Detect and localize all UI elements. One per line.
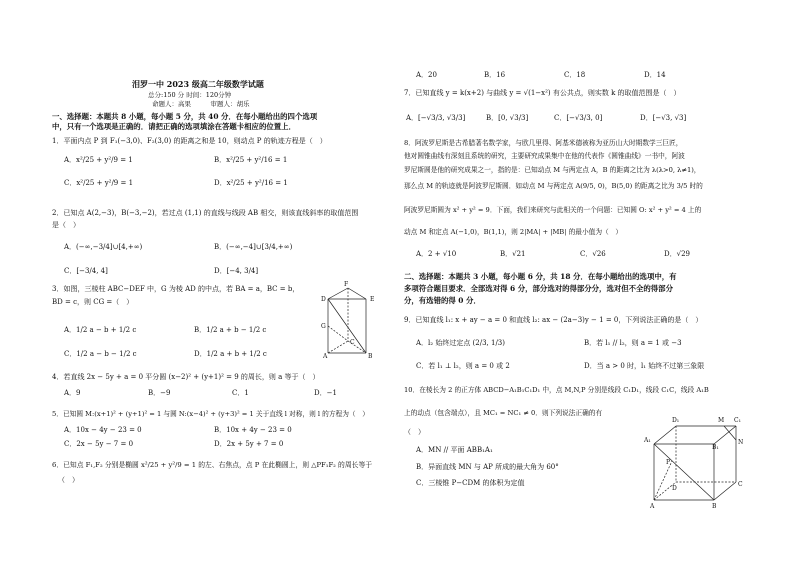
fig10-label-b1: B₁ — [712, 444, 719, 451]
q4-option-a: A．9 — [64, 389, 81, 397]
q10-line-1: 10．在棱长为 2 的正方体 ABCD−A₁B₁C₁D₁ 中，点 M,N,P 分别是线段 C₁D₁，线段 C₁C，线段 A₁B — [404, 386, 709, 394]
fig3-label-b: B — [368, 353, 373, 360]
q8-line-2: 他对圆锥曲线有深刻且系统的研究，主要研究成果集中在他的代表作《圆锥曲线》一书中，阿波 — [404, 152, 685, 160]
q3-stem-2: BD = c，则 CG =（ ） — [52, 298, 134, 306]
q4-option-d: D．−1 — [314, 389, 337, 397]
q7-option-c: C．[−√3/3, 0] — [554, 114, 603, 122]
q7-stem: 7．已知直线 y = k(x+2) 与曲线 y = √(1−x²) 有公共点，则实数 k 的取值范围是（ ） — [404, 89, 681, 97]
score-time: 总分:150 分 时间：120分钟 — [148, 91, 232, 99]
q9-option-a: A．l₂ 始终过定点 (2/3, 1/3) — [416, 339, 505, 347]
fig10-label-a: A — [650, 503, 655, 510]
q10-line-3: （ ） — [404, 428, 425, 436]
q7-option-b: B．[0, √3/3] — [486, 114, 529, 122]
q6-stem-2: （ ） — [58, 476, 79, 484]
q1-stem: 1．平面内点 P 到 F₁(−3,0)、F₂(3,0) 的距离之和是 10，则动点 P 的轨迹方程是（ ） — [52, 137, 327, 145]
fig3-label-f: F — [344, 281, 349, 288]
q9-option-d: D．当 a > 0 时，l₁ 始终不过第三象限 — [584, 362, 705, 370]
q10-option-a: A．MN // 平面 ABB₁A₁ — [416, 446, 493, 454]
q5-option-a: A．10x − 4y − 23 = 0 — [64, 426, 142, 434]
fig10-label-m: M — [718, 417, 725, 424]
q3-stem: 3．如图，三棱柱 ABC−DEF 中，G 为棱 AD 的中点，若 BA = a，BC = b， — [52, 285, 300, 293]
q4-stem: 4．若直线 2x − 5y + a = 0 平分圆 (x−2)² + (y+1)² = 9 的周长，则 a 等于（ ） — [52, 373, 320, 381]
q10-line-2: 上的动点（包含端点），且 MC₁ = NC₁ ≠ 0．则下列说法正确的有 — [404, 409, 603, 417]
q8-line-4: 那么点 M 的轨迹就是阿波罗尼斯圆．如动点 M 与两定点 A(9/5, 0)，B(5,0) 的距离之比为 3/5 时的 — [404, 182, 703, 190]
q3-option-c: C．1/2 a − b − 1/2 c — [64, 350, 137, 358]
q5-option-b: B．10x + 4y − 23 = 0 — [214, 426, 292, 434]
q1-option-a: A．x²/25 + y²/9 = 1 — [64, 156, 133, 164]
section2-heading-3: 分，有选错的得 0 分． — [404, 296, 481, 305]
q6-option-d: D．14 — [644, 71, 666, 79]
q2-option-c: C．[−3/4, 4] — [64, 267, 108, 275]
q1-option-b: B．x²/25 + y²/16 = 1 — [214, 156, 288, 164]
q8-option-a: A．2 + √10 — [416, 250, 457, 258]
q1-option-c: C．x²/25 + y²/9 = 1 — [64, 179, 134, 187]
q5-stem: 5．已知圆 M:(x+1)² + (y+1)² = 1 与圆 N:(x−4)² + (y+3)² = 1 关于直线 l 对称，则 l 的方程为（ ） — [52, 410, 369, 418]
q10-option-c: C．三棱锥 P−CDM 的体积为定值 — [416, 479, 525, 487]
prism-figure — [318, 283, 398, 361]
fig10-label-c1: C₁ — [734, 417, 741, 424]
q3-option-a: A．1/2 a − b + 1/2 c — [64, 326, 137, 334]
authors: 命题人：高果 审题人：胡乐 — [152, 100, 250, 108]
q6-option-b: B．16 — [484, 71, 506, 79]
q6-option-c: C．18 — [564, 71, 586, 79]
fig3-label-c: C — [350, 339, 355, 346]
fig10-label-d1: D₁ — [672, 417, 680, 424]
q7-option-d: D．[−√3, √3] — [640, 114, 687, 122]
q8-line-6: 动点 M 和定点 A(−1,0)，B(1,1)，则 2|MA| + |MB| 的最小值为（ ） — [404, 228, 623, 236]
q9-option-c: C．若 l₁ ⊥ l₂，则 a = 0 或 2 — [416, 362, 510, 370]
q8-line-5: 阿波罗尼斯圆为 x² + y² = 9．下面，我们来研究与此相关的一个问题：已知圆 O: x² + y² = 4 上的 — [404, 206, 702, 214]
q10-option-b: B．异面直线 MN 与 AP 所成的最大角为 60° — [416, 463, 559, 471]
q8-line-3: 罗尼斯圆是他的研究成果之一，指的是：已知动点 M 与两定点 A，B 的距离之比为 λ(λ>0, λ≠1)， — [404, 166, 701, 174]
fig3-label-e: E — [370, 296, 375, 303]
q3-option-b: B．1/2 a + b − 1/2 c — [194, 326, 267, 334]
q2-option-d: D．[−4, 3/4] — [214, 267, 259, 275]
q7-option-a: A．[−√3/3, √3/3] — [406, 114, 466, 122]
q8-option-b: B．√21 — [500, 250, 526, 258]
exam-title: 泪罗一中 2023 级高二年级数学试题 — [132, 79, 264, 89]
section1-heading: 一、选择题：本题共 8 小题，每小题 5 分，共 40 分．在每小题给出的四个选项 — [52, 112, 318, 121]
q5-option-c: C．2x − 5y − 7 = 0 — [64, 440, 134, 448]
fig3-label-a: A — [323, 353, 328, 360]
q2-stem-2: 是（ ） — [52, 221, 80, 229]
fig10-label-p: P — [666, 459, 671, 466]
section2-heading-2: 多项符合题目要求．全部选对得 6 分，部分选对的得部分分，选对但不全的得部分 — [404, 284, 673, 293]
cube-figure — [648, 416, 760, 512]
fig10-label-n: N — [738, 439, 744, 446]
fig10-label-c: C — [738, 481, 743, 488]
fig10-label-a1: A₁ — [644, 437, 651, 444]
q2-option-a: A．(−∞,−3/4]∪[4,+∞) — [64, 243, 143, 251]
q5-option-d: D．2x + 5y + 7 = 0 — [214, 440, 284, 448]
q8-option-c: C．√26 — [580, 250, 606, 258]
q3-option-d: D．1/2 a + b + 1/2 c — [194, 350, 267, 358]
q1-option-d: D．x²/25 + y²/16 = 1 — [214, 179, 288, 187]
q4-option-c: C．1 — [232, 389, 249, 397]
q9-stem: 9．已知直线 l₁: x + ay − a = 0 和直线 l₂: ax − (2a−3)y − 1 = 0，下列说法正确的是（ ） — [404, 316, 703, 324]
q6-stem: 6．已知点 F₁,F₂ 分别是椭圆 x²/25 + y²/9 = 1 的左、右焦点，点 P 在此椭圆上，则 △PF₁F₂ 的周长等于 — [52, 461, 373, 469]
q8-option-d: D．√29 — [664, 250, 690, 258]
fig10-label-b: B — [712, 503, 717, 510]
q2-option-b: B．(−∞,−4]∪[3/4,+∞) — [214, 243, 293, 251]
q6-option-a: A．20 — [416, 71, 437, 79]
q2-stem: 2．已知点 A(2,−3)，B(−3,−2)，若过点 (1,1) 的直线与线段 AB 相交，则该直线斜率的取值范围 — [52, 209, 359, 217]
q4-option-b: B．−9 — [148, 389, 171, 397]
q8-line-1: 8．阿波罗尼斯是古希腊著名数学家，与欧几里得、阿基米德被称为亚历山大时期数学三巨匠， — [404, 139, 683, 147]
section1-heading-2: 中，只有一个选项是正确的．请把正确的选项填涂在答题卡相应的位置上． — [52, 122, 296, 131]
q9-option-b: B．若 l₁ // l₂，则 a = 1 或 −3 — [584, 339, 682, 347]
fig3-label-d: D — [321, 296, 326, 303]
fig3-label-g: G — [321, 323, 326, 330]
section2-heading: 二、选择题：本题共 3 小题，每小题 6 分，共 18 分．在每小题给出的选项中，有 — [404, 272, 677, 281]
fig10-label-d: D — [672, 485, 677, 492]
